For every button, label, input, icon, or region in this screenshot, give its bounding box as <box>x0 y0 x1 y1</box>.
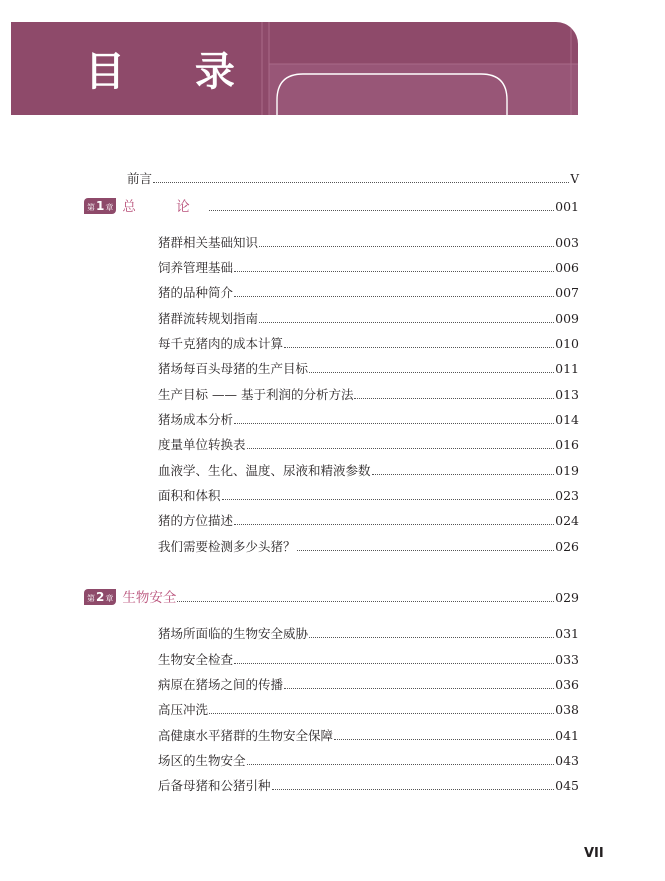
toc-entry-title: 饲养管理基础 <box>158 260 234 275</box>
badge-suffix: 章 <box>105 594 114 603</box>
leader-dots <box>247 764 555 765</box>
toc-entry-title: 后备母猪和公猪引种 <box>158 778 271 793</box>
leader-dots <box>354 398 554 399</box>
toc-entry-title: 猪的品种简介 <box>158 285 234 300</box>
toc-entry-title: 度量单位转换表 <box>158 437 246 452</box>
toc-entry-page: 019 <box>555 463 579 478</box>
toc-entry-title: 猪场每百头母猪的生产目标 <box>158 361 309 376</box>
toc-entry-row[interactable] <box>158 311 579 327</box>
toc-entry-title: 每千克猪肉的成本计算 <box>158 336 284 351</box>
toc-entry-title: 病原在猪场之间的传播 <box>158 677 284 692</box>
toc-entry-row[interactable] <box>158 235 579 251</box>
badge-number: 1 <box>96 199 105 213</box>
leader-dots <box>234 524 554 525</box>
toc-entry-page: 011 <box>555 361 579 376</box>
leader-dots <box>334 739 554 740</box>
leader-dots <box>284 688 554 689</box>
toc-entry-page: 014 <box>555 412 579 427</box>
toc-entry-title: 猪的方位描述 <box>158 513 234 528</box>
toc-entry-row[interactable] <box>158 513 579 529</box>
toc-entry-row[interactable] <box>158 488 579 504</box>
page-number: VII <box>584 846 604 861</box>
leader-dots <box>284 347 554 348</box>
toc-entry-row[interactable] <box>158 437 579 453</box>
leader-dots <box>272 789 555 790</box>
badge-number: 2 <box>96 590 105 604</box>
toc-chapter-2-row[interactable] <box>84 590 579 606</box>
toc-entry-row[interactable] <box>158 753 579 769</box>
toc-entry-page: 024 <box>555 513 579 528</box>
toc-entry-page: 003 <box>555 235 579 250</box>
toc-entry-row[interactable] <box>158 728 579 744</box>
toc-entry-row[interactable] <box>158 412 579 428</box>
toc-entry-row[interactable] <box>158 626 579 642</box>
toc-chapter-1-row[interactable] <box>84 199 579 215</box>
toc-entry-title: 猪场成本分析 <box>158 412 234 427</box>
toc-entry-page: 033 <box>555 652 579 667</box>
toc-entry-title: 猪场所面临的生物安全威胁 <box>158 626 309 641</box>
leader-dots <box>372 474 555 475</box>
toc-entry-page: 026 <box>555 539 579 554</box>
toc-entry-page: 006 <box>555 260 579 275</box>
banner-panel <box>269 64 578 115</box>
leader-dots <box>259 322 554 323</box>
chapter-2-badge <box>84 589 116 605</box>
toc-entry-title: 场区的生物安全 <box>158 753 246 768</box>
chapter-2-page: 029 <box>555 590 579 605</box>
badge-prefix: 第 <box>87 203 95 212</box>
toc-entry-title: 我们需要检测多少头猪？ <box>158 539 296 554</box>
toc-entry-page: 041 <box>555 728 579 743</box>
toc-entry-row[interactable] <box>158 677 579 693</box>
toc-entry-row[interactable] <box>158 778 579 794</box>
toc-entry-row[interactable] <box>158 285 579 301</box>
leader-dots <box>259 246 554 247</box>
chapter-1-badge <box>84 198 116 214</box>
header-banner <box>11 22 578 115</box>
toc-entry-row[interactable] <box>158 702 579 718</box>
toc-entry-page: 031 <box>555 626 579 641</box>
toc-preface-row[interactable] <box>127 171 579 187</box>
leader-dots <box>297 550 555 551</box>
leader-dots <box>309 372 554 373</box>
leader-dots <box>247 448 555 449</box>
leader-dots <box>234 296 554 297</box>
chapter-2-title: 生物安全 <box>122 590 177 606</box>
page-title: 目 录 <box>85 49 263 95</box>
toc-entry-row[interactable] <box>158 260 579 276</box>
toc-entry-title: 高压冲洗 <box>158 702 209 717</box>
toc-entry-page: 007 <box>555 285 579 300</box>
toc-entry-page: 036 <box>555 677 579 692</box>
leader-dots <box>153 182 569 183</box>
toc-entry-page: 038 <box>555 702 579 717</box>
toc-entry-page: 009 <box>555 311 579 326</box>
chapter-1-title: 总 论 <box>122 199 208 215</box>
leader-dots <box>234 271 554 272</box>
toc-entry-row[interactable] <box>158 652 579 668</box>
badge-suffix: 章 <box>105 203 114 212</box>
toc-entry-page: 043 <box>555 753 579 768</box>
toc-entry-title: 生产目标 —— 基于利润的分析方法 <box>158 387 354 402</box>
toc-entry-title: 猪群相关基础知识 <box>158 235 259 250</box>
leader-dots <box>234 663 554 664</box>
toc-entry-page: 045 <box>555 778 579 793</box>
leader-dots <box>222 499 555 500</box>
toc-entry-page: 023 <box>555 488 579 503</box>
toc-entry-title: 高健康水平猪群的生物安全保障 <box>158 728 334 743</box>
toc-entry-row[interactable] <box>158 387 579 403</box>
leader-dots <box>209 713 554 714</box>
toc-entry-title: 猪群流转规划指南 <box>158 311 259 326</box>
toc-entry-page: 010 <box>555 336 579 351</box>
toc-entry-title: 血液学、生化、温度、尿液和精液参数 <box>158 463 371 478</box>
toc-preface-title: 前言 <box>127 171 153 186</box>
leader-dots <box>234 423 554 424</box>
leader-dots <box>177 601 554 602</box>
toc-entry-row[interactable] <box>158 361 579 377</box>
toc-entry-page: 016 <box>555 437 579 452</box>
badge-prefix: 第 <box>87 594 95 603</box>
toc-entry-page: 013 <box>555 387 579 402</box>
toc-entry-row[interactable] <box>158 463 579 479</box>
toc-entry-title: 生物安全检查 <box>158 652 234 667</box>
leader-dots <box>209 210 554 211</box>
toc-entry-row[interactable] <box>158 539 579 555</box>
toc-entry-row[interactable] <box>158 336 579 352</box>
chapter-1-page: 001 <box>555 199 579 214</box>
toc-entry-title: 面积和体积 <box>158 488 221 503</box>
leader-dots <box>309 637 554 638</box>
toc-preface-page: V <box>570 172 579 186</box>
